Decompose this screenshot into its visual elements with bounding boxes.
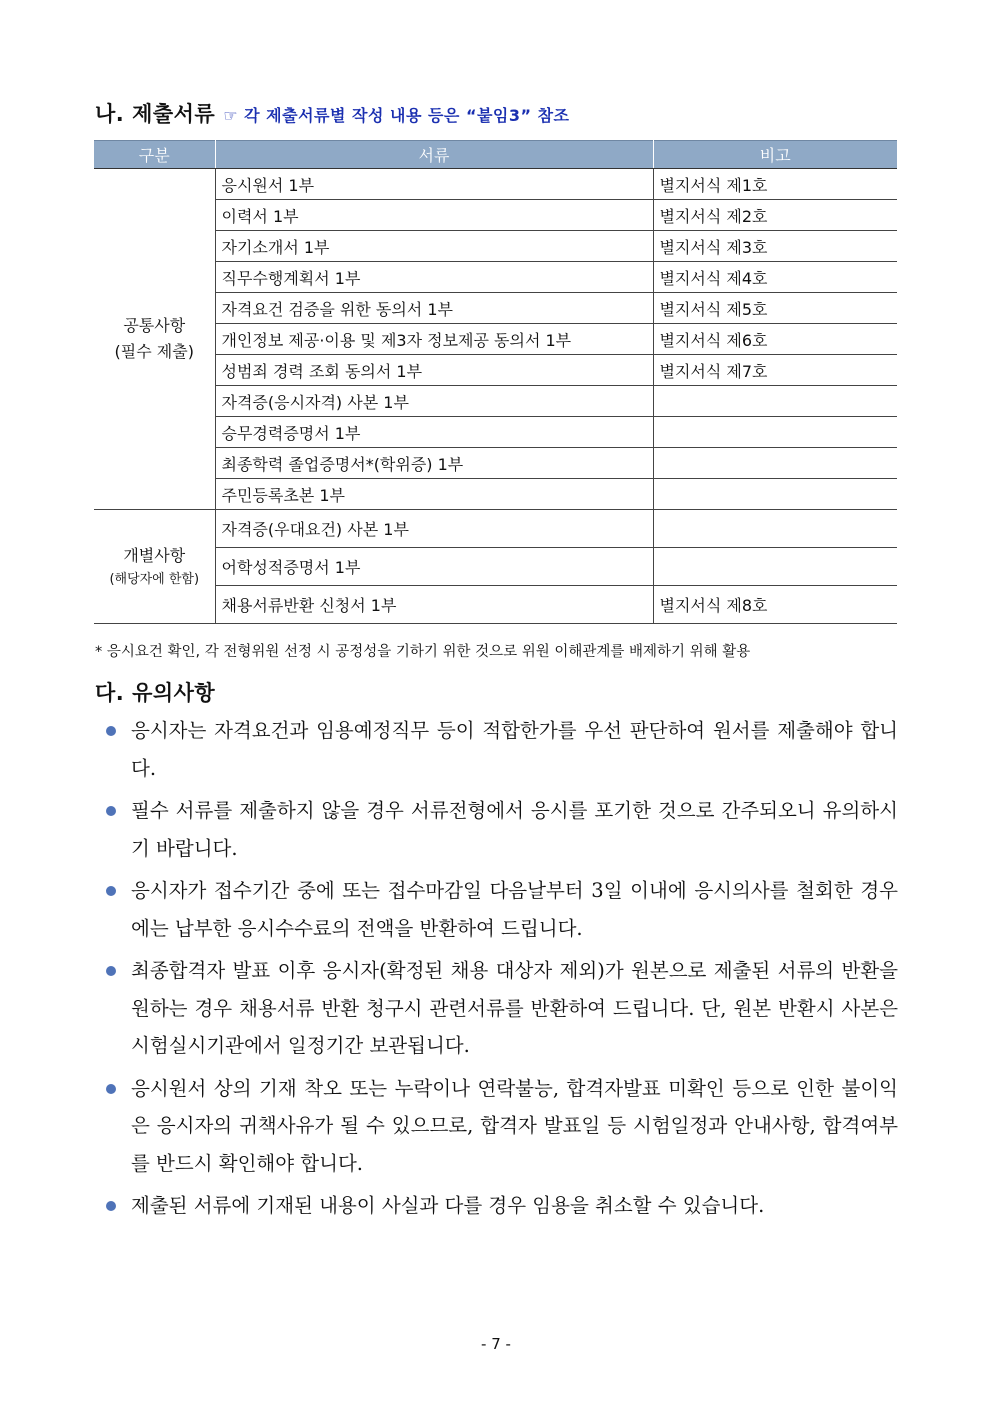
remark-cell: 별지서식 제1호: [653, 169, 897, 200]
bullet-icon: [106, 806, 116, 816]
category-individual: [94, 510, 215, 624]
page-number: - 7 -: [481, 1335, 511, 1353]
table-header-row: [94, 141, 897, 169]
header-document: 서류: [215, 141, 653, 169]
table-row: [94, 231, 897, 262]
category-individual-sub: (해당자에 한함): [109, 571, 200, 587]
header-category: 구분: [94, 141, 215, 169]
table-row: [94, 448, 897, 479]
list-item-text: 응시자가 접수기간 중에 또는 접수마감일 다음날부터 3일 이내에 응시의사를 철회한 경우에는 납부한 응시수수료의 전액을 반환하여 드립니다.: [131, 879, 898, 940]
remark-cell: 별지서식 제8호: [653, 586, 897, 624]
remark-cell: 별지서식 제3호: [653, 231, 897, 262]
list-item-text: 응시자는 자격요건과 임용예정직무 등이 적합한가를 우선 판단하여 원서를 제출해야 합니다.: [131, 719, 898, 780]
table-row: [94, 169, 897, 200]
notes-list: [103, 712, 898, 1230]
bullet-icon: [106, 1084, 116, 1094]
remark-cell: [653, 448, 897, 479]
remark-cell: [653, 479, 897, 510]
list-item-text: 필수 서류를 제출하지 않을 경우 서류전형에서 응시를 포기한 것으로 간주되오니 유의하시기 바랍니다.: [131, 799, 898, 860]
remark-cell: 별지서식 제4호: [653, 262, 897, 293]
document-cell: 이력서 1부: [215, 200, 653, 231]
list-item: [103, 952, 898, 1065]
remark-cell: [653, 548, 897, 586]
remark-cell: 별지서식 제5호: [653, 293, 897, 324]
table-row: [94, 548, 897, 586]
table-row: [94, 355, 897, 386]
category-common-label: 공통사항: [123, 315, 186, 335]
document-cell: 어학성적증명서 1부: [215, 548, 653, 586]
table-row: [94, 586, 897, 624]
category-individual-label: 개별사항: [123, 545, 186, 565]
bullet-icon: [106, 966, 116, 976]
bullet-icon: [106, 1201, 116, 1211]
list-item: [103, 1070, 898, 1183]
table-row: [94, 200, 897, 231]
section-reference-note: ☞ 각 제출서류별 작성 내용 등은 “붙임3” 참조: [223, 106, 570, 125]
document-cell: 자격요건 검증을 위한 동의서 1부: [215, 293, 653, 324]
document-cell: 개인정보 제공·이용 및 제3자 정보제공 동의서 1부: [215, 324, 653, 355]
document-cell: 최종학력 졸업증명서*(학위증) 1부: [215, 448, 653, 479]
table-row: [94, 479, 897, 510]
document-cell: 자기소개서 1부: [215, 231, 653, 262]
document-cell: 승무경력증명서 1부: [215, 417, 653, 448]
list-item: [103, 792, 898, 867]
bullet-icon: [106, 726, 116, 736]
remark-cell: [653, 510, 897, 548]
document-cell: 자격증(우대요건) 사본 1부: [215, 510, 653, 548]
remark-cell: 별지서식 제2호: [653, 200, 897, 231]
document-cell: 직무수행계획서 1부: [215, 262, 653, 293]
documents-table: [94, 140, 897, 624]
table-row: [94, 386, 897, 417]
table-row: [94, 324, 897, 355]
list-item: [103, 712, 898, 787]
document-cell: 채용서류반환 신청서 1부: [215, 586, 653, 624]
document-cell: 주민등록초본 1부: [215, 479, 653, 510]
list-item-text: 제출된 서류에 기재된 내용이 사실과 다를 경우 임용을 취소할 수 있습니다.: [131, 1194, 765, 1217]
remark-cell: 별지서식 제7호: [653, 355, 897, 386]
document-cell: 성범죄 경력 조회 동의서 1부: [215, 355, 653, 386]
list-item: [103, 1187, 898, 1225]
document-cell: 응시원서 1부: [215, 169, 653, 200]
list-item: [103, 872, 898, 947]
section-title-notes: 다. 유의사항: [95, 681, 216, 705]
remark-cell: [653, 386, 897, 417]
remark-cell: 별지서식 제6호: [653, 324, 897, 355]
section-title-text: 나. 제출서류: [95, 102, 216, 126]
table-row: [94, 293, 897, 324]
list-item-text: 최종합격자 발표 이후 응시자(확정된 채용 대상자 제외)가 원본으로 제출된 서류의 반환을 원하는 경우 채용서류 반환 청구시 관련서류를 반환하여 드립니다. 단, 원본 반환시 사본은 시험실시기관에서 일정기간 보관됩니다.: [131, 959, 898, 1057]
list-item-text: 응시원서 상의 기재 착오 또는 누락이나 연락불능, 합격자발표 미확인 등으로 인한 불이익은 응시자의 귀책사유가 될 수 있으므로, 합격자 발표일 등 시험일정과 안내사항, 합격여부를 반드시 확인해야 합니다.: [131, 1076, 898, 1175]
section-title-documents: [95, 98, 570, 128]
bullet-icon: [106, 886, 116, 896]
document-cell: 자격증(응시자격) 사본 1부: [215, 386, 653, 417]
table-row: [94, 262, 897, 293]
table-row: [94, 417, 897, 448]
remark-cell: [653, 417, 897, 448]
category-common-sub: (필수 제출): [114, 342, 194, 361]
table-footnote: * 응시요건 확인, 각 전형위원 선정 시 공정성을 기하기 위한 것으로 위원 이해관계를 배제하기 위해 활용: [95, 644, 751, 660]
table-row: [94, 510, 897, 548]
header-remark: 비고: [653, 141, 897, 169]
category-common: [94, 169, 215, 510]
